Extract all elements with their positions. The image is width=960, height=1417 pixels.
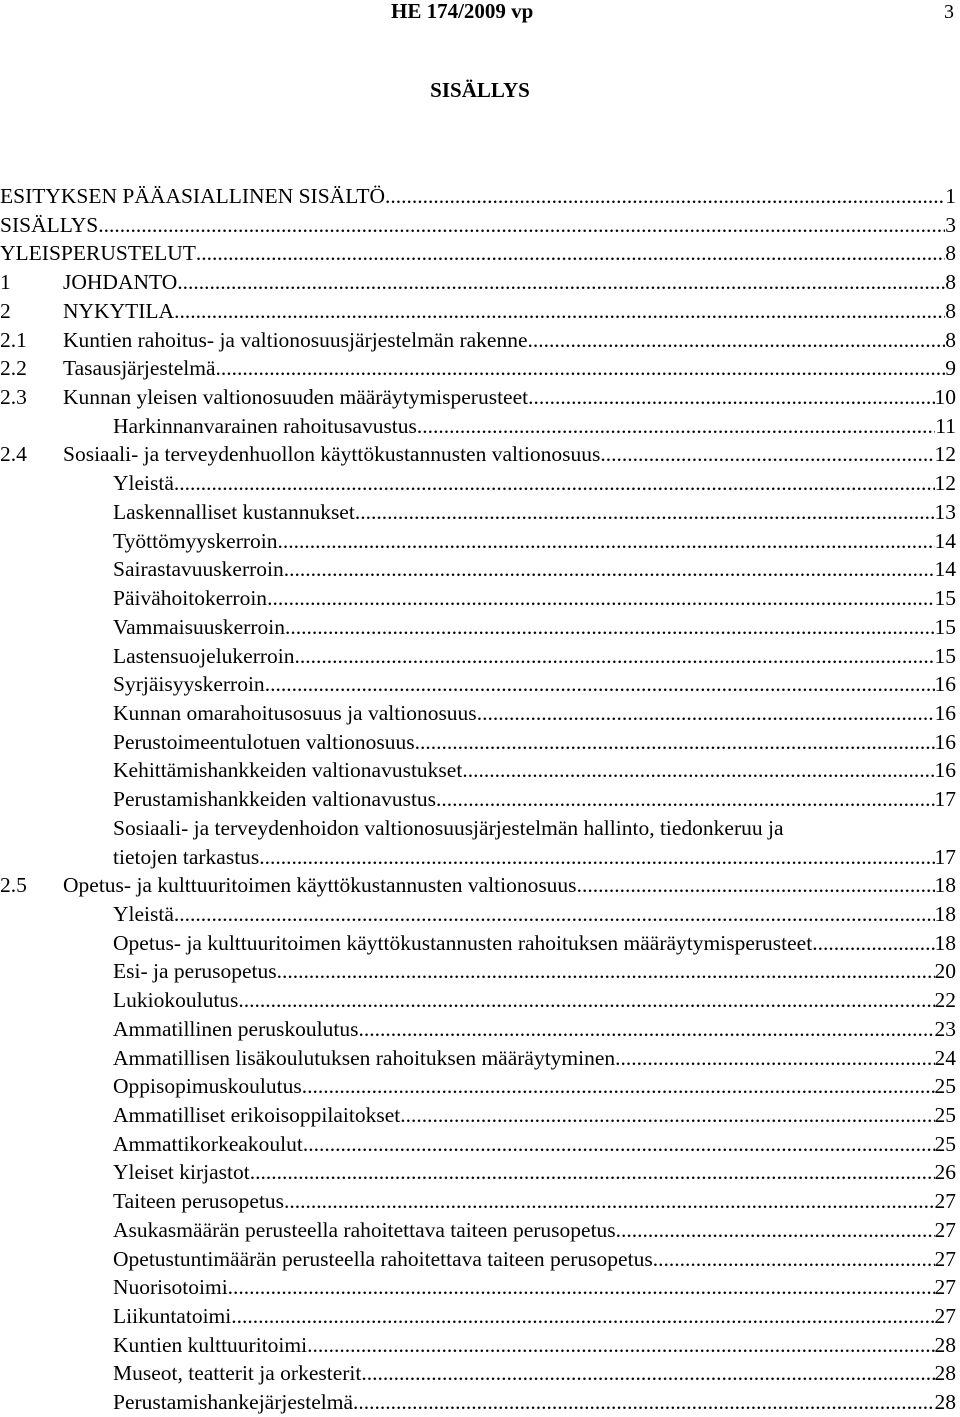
toc-entry[interactable] <box>0 613 956 642</box>
toc-leader-dots <box>615 1044 934 1073</box>
toc-entry-title: Perustamishankejärjestelmä <box>113 1390 354 1415</box>
toc-leader-dots <box>653 1245 935 1274</box>
toc-entry-title: Sosiaali- ja terveydenhoidon valtionosuusjärjestelmän hallinto, tiedonkeruu ja <box>113 815 784 840</box>
toc-entry-page: 28 <box>935 1331 957 1360</box>
toc-entry-title: Kuntien rahoitus- ja valtionosuusjärjestelmän rakenne <box>63 327 528 352</box>
toc-entry[interactable] <box>0 326 956 355</box>
toc-entry-page: 28 <box>935 1359 957 1388</box>
table-of-contents <box>0 182 956 1417</box>
toc-leader-dots <box>616 1216 935 1245</box>
toc-entry-title: JOHDANTO <box>63 270 178 295</box>
toc-entry[interactable] <box>0 1302 956 1331</box>
toc-entry-page: 15 <box>935 584 957 613</box>
toc-leader-dots <box>400 1101 934 1130</box>
toc-entry-title: Sosiaali- ja terveydenhuollon käyttökustannusten valtionosuus <box>63 442 601 467</box>
toc-leader-dots <box>577 871 935 900</box>
toc-entry-page: 28 <box>935 1388 957 1417</box>
toc-entry-page: 18 <box>935 871 957 900</box>
toc-entry[interactable] <box>0 555 956 584</box>
toc-entry-page: 16 <box>935 756 957 785</box>
toc-leader-dots <box>228 1273 935 1302</box>
toc-entry-page: 17 <box>935 843 957 872</box>
toc-entry[interactable] <box>0 1359 956 1388</box>
toc-entry-title: Syrjäisyyskerroin <box>113 672 265 697</box>
toc-leader-dots <box>177 268 945 297</box>
toc-entry-title: Lastensuojelukerroin <box>113 643 295 668</box>
toc-entry-page: 16 <box>935 728 957 757</box>
toc-entry-page: 12 <box>935 469 957 498</box>
toc-entry-title: Asukasmäärän perusteella rahoitettava taiteen perusopetus <box>113 1217 616 1242</box>
toc-entry-page: 8 <box>945 326 956 355</box>
toc-leader-dots <box>302 1072 935 1101</box>
toc-leader-dots <box>284 555 935 584</box>
toc-entry-page: 16 <box>935 699 957 728</box>
toc-entry[interactable] <box>0 929 956 958</box>
toc-entry[interactable] <box>0 871 956 900</box>
toc-entry-title: Lukiokoulutus <box>113 988 239 1013</box>
toc-entry-title: YLEISPERUSTELUT <box>0 241 196 266</box>
toc-entry-title: NYKYTILA <box>63 298 175 323</box>
page-header <box>0 0 960 24</box>
toc-entry-page: 8 <box>945 268 956 297</box>
toc-entry-number: 1 <box>0 270 11 295</box>
toc-entry[interactable] <box>0 527 956 556</box>
toc-entry[interactable] <box>0 268 956 297</box>
toc-entry-page: 23 <box>935 1015 957 1044</box>
toc-entry-number: 2.4 <box>0 442 27 467</box>
toc-entry-page: 27 <box>935 1302 957 1331</box>
toc-entry-title: Nuorisotoimi <box>113 1275 228 1300</box>
toc-entry-page: 9 <box>945 354 956 383</box>
toc-entry-title: Työttömyyskerroin <box>113 528 278 553</box>
toc-entry[interactable] <box>0 756 956 785</box>
toc-entry[interactable] <box>0 1187 956 1216</box>
toc-entry[interactable] <box>0 670 956 699</box>
toc-leader-dots <box>259 843 934 872</box>
toc-entry-page: 25 <box>935 1130 957 1159</box>
toc-entry-page: 25 <box>935 1072 957 1101</box>
toc-entry[interactable] <box>0 239 956 268</box>
toc-entry[interactable] <box>0 1158 956 1187</box>
toc-leader-dots <box>528 326 946 355</box>
toc-leader-dots <box>303 1130 935 1159</box>
toc-entry-title: Ammattikorkeakoulut <box>113 1131 303 1156</box>
toc-entry-title-continued: tietojen tarkastus <box>113 844 260 869</box>
toc-entry-title: Opetustuntimäärän perusteella rahoitettava taiteen perusopetus <box>113 1246 653 1271</box>
toc-leader-dots <box>355 498 935 527</box>
toc-entry-page: 13 <box>935 498 957 527</box>
toc-entry[interactable] <box>0 986 956 1015</box>
toc-entry-page: 27 <box>935 1273 957 1302</box>
toc-leader-dots <box>196 239 945 268</box>
toc-entry-title: Taiteen perusopetus <box>113 1189 285 1214</box>
toc-leader-dots <box>307 1331 934 1360</box>
toc-entry[interactable] <box>0 498 956 527</box>
toc-leader-dots <box>284 1187 934 1216</box>
toc-entry[interactable] <box>0 469 956 498</box>
toc-leader-dots <box>98 211 945 240</box>
toc-entry-number: 2.2 <box>0 356 27 381</box>
toc-title: SISÄLLYS <box>430 78 530 102</box>
toc-entry-title: Liikuntatoimi <box>113 1304 232 1329</box>
toc-entry-page: 8 <box>945 239 956 268</box>
toc-leader-dots <box>361 1359 934 1388</box>
toc-entry-title: Kunnan omarahoitusosuus ja valtionosuus <box>113 700 477 725</box>
toc-entry-page: 1 <box>945 182 956 211</box>
toc-entry-title: Yleiset kirjastot <box>113 1160 250 1185</box>
toc-entry[interactable] <box>0 900 956 929</box>
toc-entry[interactable] <box>0 182 956 211</box>
toc-entry-page: 15 <box>935 613 957 642</box>
toc-entry-page: 27 <box>935 1245 957 1274</box>
toc-leader-dots <box>353 1388 934 1417</box>
toc-entry-page: 27 <box>935 1216 957 1245</box>
toc-entry-title: Kehittämishankkeiden valtionavustukset <box>113 758 463 783</box>
toc-leader-dots <box>267 584 934 613</box>
toc-leader-dots <box>174 900 935 929</box>
toc-entry[interactable] <box>0 1015 956 1044</box>
toc-entry-title: Sairastavuuskerroin <box>113 557 284 582</box>
toc-entry-page: 20 <box>935 957 957 986</box>
toc-entry[interactable] <box>0 699 956 728</box>
toc-leader-dots <box>477 699 935 728</box>
toc-entry-title: Päivähoitokerroin <box>113 586 268 611</box>
toc-entry[interactable] <box>0 440 956 469</box>
toc-entry-title: Ammatilliset erikoisoppilaitokset <box>113 1103 401 1128</box>
toc-entry[interactable] <box>0 211 956 240</box>
toc-leader-dots <box>462 756 934 785</box>
toc-entry[interactable] <box>0 1044 956 1073</box>
toc-entry-page: 27 <box>935 1187 957 1216</box>
page-number: 3 <box>944 1 954 23</box>
toc-entry-title: Museot, teatterit ja orkesterit <box>113 1361 362 1386</box>
toc-entry-page: 12 <box>935 440 957 469</box>
toc-entry-number: 2 <box>0 298 11 323</box>
toc-entry[interactable] <box>0 642 956 671</box>
toc-entry-page: 16 <box>935 670 957 699</box>
toc-entry-page: 11 <box>935 412 956 441</box>
toc-entry-page: 18 <box>935 929 957 958</box>
toc-entry-page: 22 <box>935 986 957 1015</box>
toc-leader-dots <box>417 412 935 441</box>
toc-entry-title: Kunnan yleisen valtionosuuden määräytymisperusteet <box>63 385 529 410</box>
toc-leader-dots <box>265 670 935 699</box>
toc-entry-title: Vammaisuuskerroin <box>113 614 285 639</box>
toc-entry-page: 3 <box>945 211 956 240</box>
toc-entry-page: 26 <box>935 1158 957 1187</box>
toc-entry[interactable] <box>0 1388 956 1417</box>
toc-entry-title: Ammatillinen peruskoulutus <box>113 1016 359 1041</box>
toc-entry-title: Laskennalliset kustannukset <box>113 499 355 524</box>
toc-entry-page: 14 <box>935 555 957 584</box>
toc-entry-number: 2.5 <box>0 873 27 898</box>
toc-leader-dots <box>231 1302 934 1331</box>
toc-entry-title: Opetus- ja kulttuuritoimen käyttökustannusten rahoituksen määräytymisperusteet <box>113 930 813 955</box>
toc-entry[interactable] <box>0 1245 956 1274</box>
toc-entry-title: Ammatillisen lisäkoulutuksen rahoituksen määräytyminen <box>113 1045 616 1070</box>
toc-entry[interactable] <box>0 1216 956 1245</box>
toc-leader-dots <box>415 728 935 757</box>
toc-entry[interactable] <box>0 728 956 757</box>
toc-leader-dots <box>278 527 935 556</box>
toc-leader-dots <box>295 642 935 671</box>
toc-entry[interactable] <box>0 584 956 613</box>
toc-entry-title: Esi- ja perusopetus <box>113 959 277 984</box>
toc-entry-number: 2.3 <box>0 385 27 410</box>
document-id: HE 174/2009 vp <box>391 0 534 23</box>
toc-entry[interactable] <box>0 1130 956 1159</box>
toc-leader-dots <box>250 1158 935 1187</box>
toc-entry-title: Kuntien kulttuuritoimi <box>113 1332 308 1357</box>
toc-entry-page: 18 <box>935 900 957 929</box>
toc-entry-page: 10 <box>935 383 957 412</box>
toc-leader-dots <box>277 957 935 986</box>
toc-entry-page: 8 <box>945 297 956 326</box>
toc-entry-title: Harkinnanvarainen rahoitusavustus <box>113 413 417 438</box>
toc-entry[interactable] <box>0 957 956 986</box>
toc-entry[interactable] <box>0 354 956 383</box>
toc-entry[interactable] <box>0 412 956 441</box>
toc-entry[interactable] <box>0 383 956 412</box>
toc-entry-page: 24 <box>935 1044 957 1073</box>
toc-entry-title: SISÄLLYS <box>0 212 99 237</box>
toc-entry-title: Yleistä <box>113 901 174 926</box>
toc-entry[interactable] <box>0 1331 956 1360</box>
toc-entry-page: 25 <box>935 1101 957 1130</box>
toc-leader-dots <box>358 1015 934 1044</box>
toc-leader-dots <box>174 469 935 498</box>
toc-leader-dots <box>174 297 945 326</box>
toc-leader-dots <box>436 785 934 814</box>
toc-entry[interactable] <box>0 1273 956 1302</box>
toc-entry-title: ESITYKSEN PÄÄASIALLINEN SISÄLTÖ <box>0 184 386 208</box>
toc-entry[interactable] <box>0 1101 956 1130</box>
toc-entry-page: 15 <box>935 642 957 671</box>
toc-entry[interactable] <box>0 1072 956 1101</box>
toc-leader-dots <box>285 613 935 642</box>
toc-entry[interactable] <box>0 814 956 871</box>
toc-entry-title: Perustamishankkeiden valtionavustus <box>113 787 437 812</box>
toc-leader-dots <box>528 383 934 412</box>
toc-leader-dots <box>812 929 934 958</box>
toc-entry-title: Opetus- ja kulttuuritoimen käyttökustannusten valtionosuus <box>63 873 577 898</box>
toc-entry-page: 17 <box>935 785 957 814</box>
toc-leader-dots <box>600 440 934 469</box>
toc-entry-title: Tasausjärjestelmä <box>63 356 216 381</box>
toc-entry[interactable] <box>0 785 956 814</box>
toc-entry-number: 2.1 <box>0 327 27 352</box>
toc-entry-title: Yleistä <box>113 471 174 496</box>
toc-leader-dots <box>216 354 946 383</box>
toc-entry[interactable] <box>0 297 956 326</box>
toc-entry-title: Oppisopimuskoulutus <box>113 1074 302 1099</box>
toc-entry-title: Perustoimeentulotuen valtionosuus <box>113 729 415 754</box>
toc-leader-dots <box>385 182 945 211</box>
toc-entry-page: 14 <box>935 527 957 556</box>
toc-leader-dots <box>238 986 934 1015</box>
